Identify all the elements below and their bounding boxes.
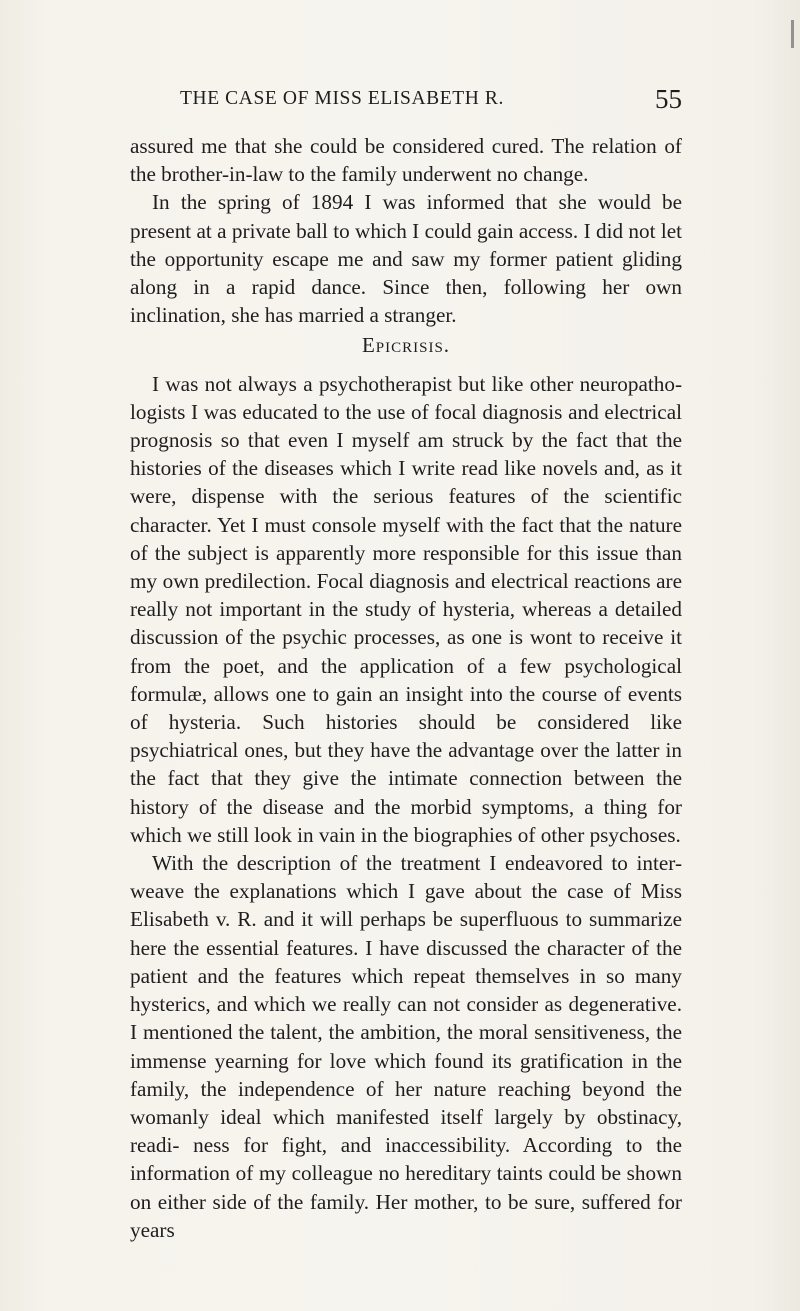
paragraph-ball: In the spring of 1894 I was informed that she would be present at a private ball to which I could gain access. I did not let the opportunity escape me and saw my former patient gliding along in a rapid dance. Since then, following her own inclination, she has married a stranger. <box>130 190 682 328</box>
page-number: 55 <box>655 84 682 114</box>
paragraph-continuation: assured me that she could be considered cured. The relation of the brother-in-law to the family underwent no change. <box>130 134 682 187</box>
paragraph-psychotherapist: I was not always a psychotherapist but like other neuropatho- logists I was educated to the use of focal diagnosis and electrical prognosis so that even I myself am struck by the fact that the histories of the diseases which I write read like novels and, as it were, dispense with the serious features of the scientific character. Yet I must console myself with the fact that the nature of the subject is apparently more responsible for this issue than my own predilection. Focal diagnosis and electrical reactions are really not important in the study of hysteria, whereas a detailed discussion of the psychic processes, as one is wont to receive it from the poet, and the application of a few psychological formulæ, allows one to gain an insight into the course of events of hysteria. Such histories should be considered like psychiatrical ones, but they have the advantage over the latter in the fact that they give the intimate connection between the history of the disease and the morbid symptoms, a thing for which we still look in vain in the biographies of other psychoses. <box>130 371 682 847</box>
running-head <box>130 84 682 118</box>
body-text <box>130 132 682 1244</box>
section-heading-epicrisis: Epicrisis. <box>361 333 451 358</box>
page-edge-mark <box>791 20 794 48</box>
running-title: THE CASE OF MISS ELISABETH R. <box>180 88 505 109</box>
paragraph-treatment: With the description of the treatment I endeavored to inter- weave the explanations which I gave about the case of Miss Elisabeth v. R. and it will perhaps be superfluous to summarize here the essential features. I have discussed the character of the patient and the features which repeat themselves in so many hysterics, and which we really can not consider as degenerative. I mentioned the talent, the ambition, the moral sensitiveness, the immense yearning for love which found its gratification in the family, the independence of her nature reaching beyond the womanly ideal which manifested itself largely by obstinacy, readi- ness for fight, and inaccessibility. According to the information of my colleague no hereditary taints could be shown on either side of the family. Her mother, to be sure, suffered for years <box>130 851 682 1242</box>
